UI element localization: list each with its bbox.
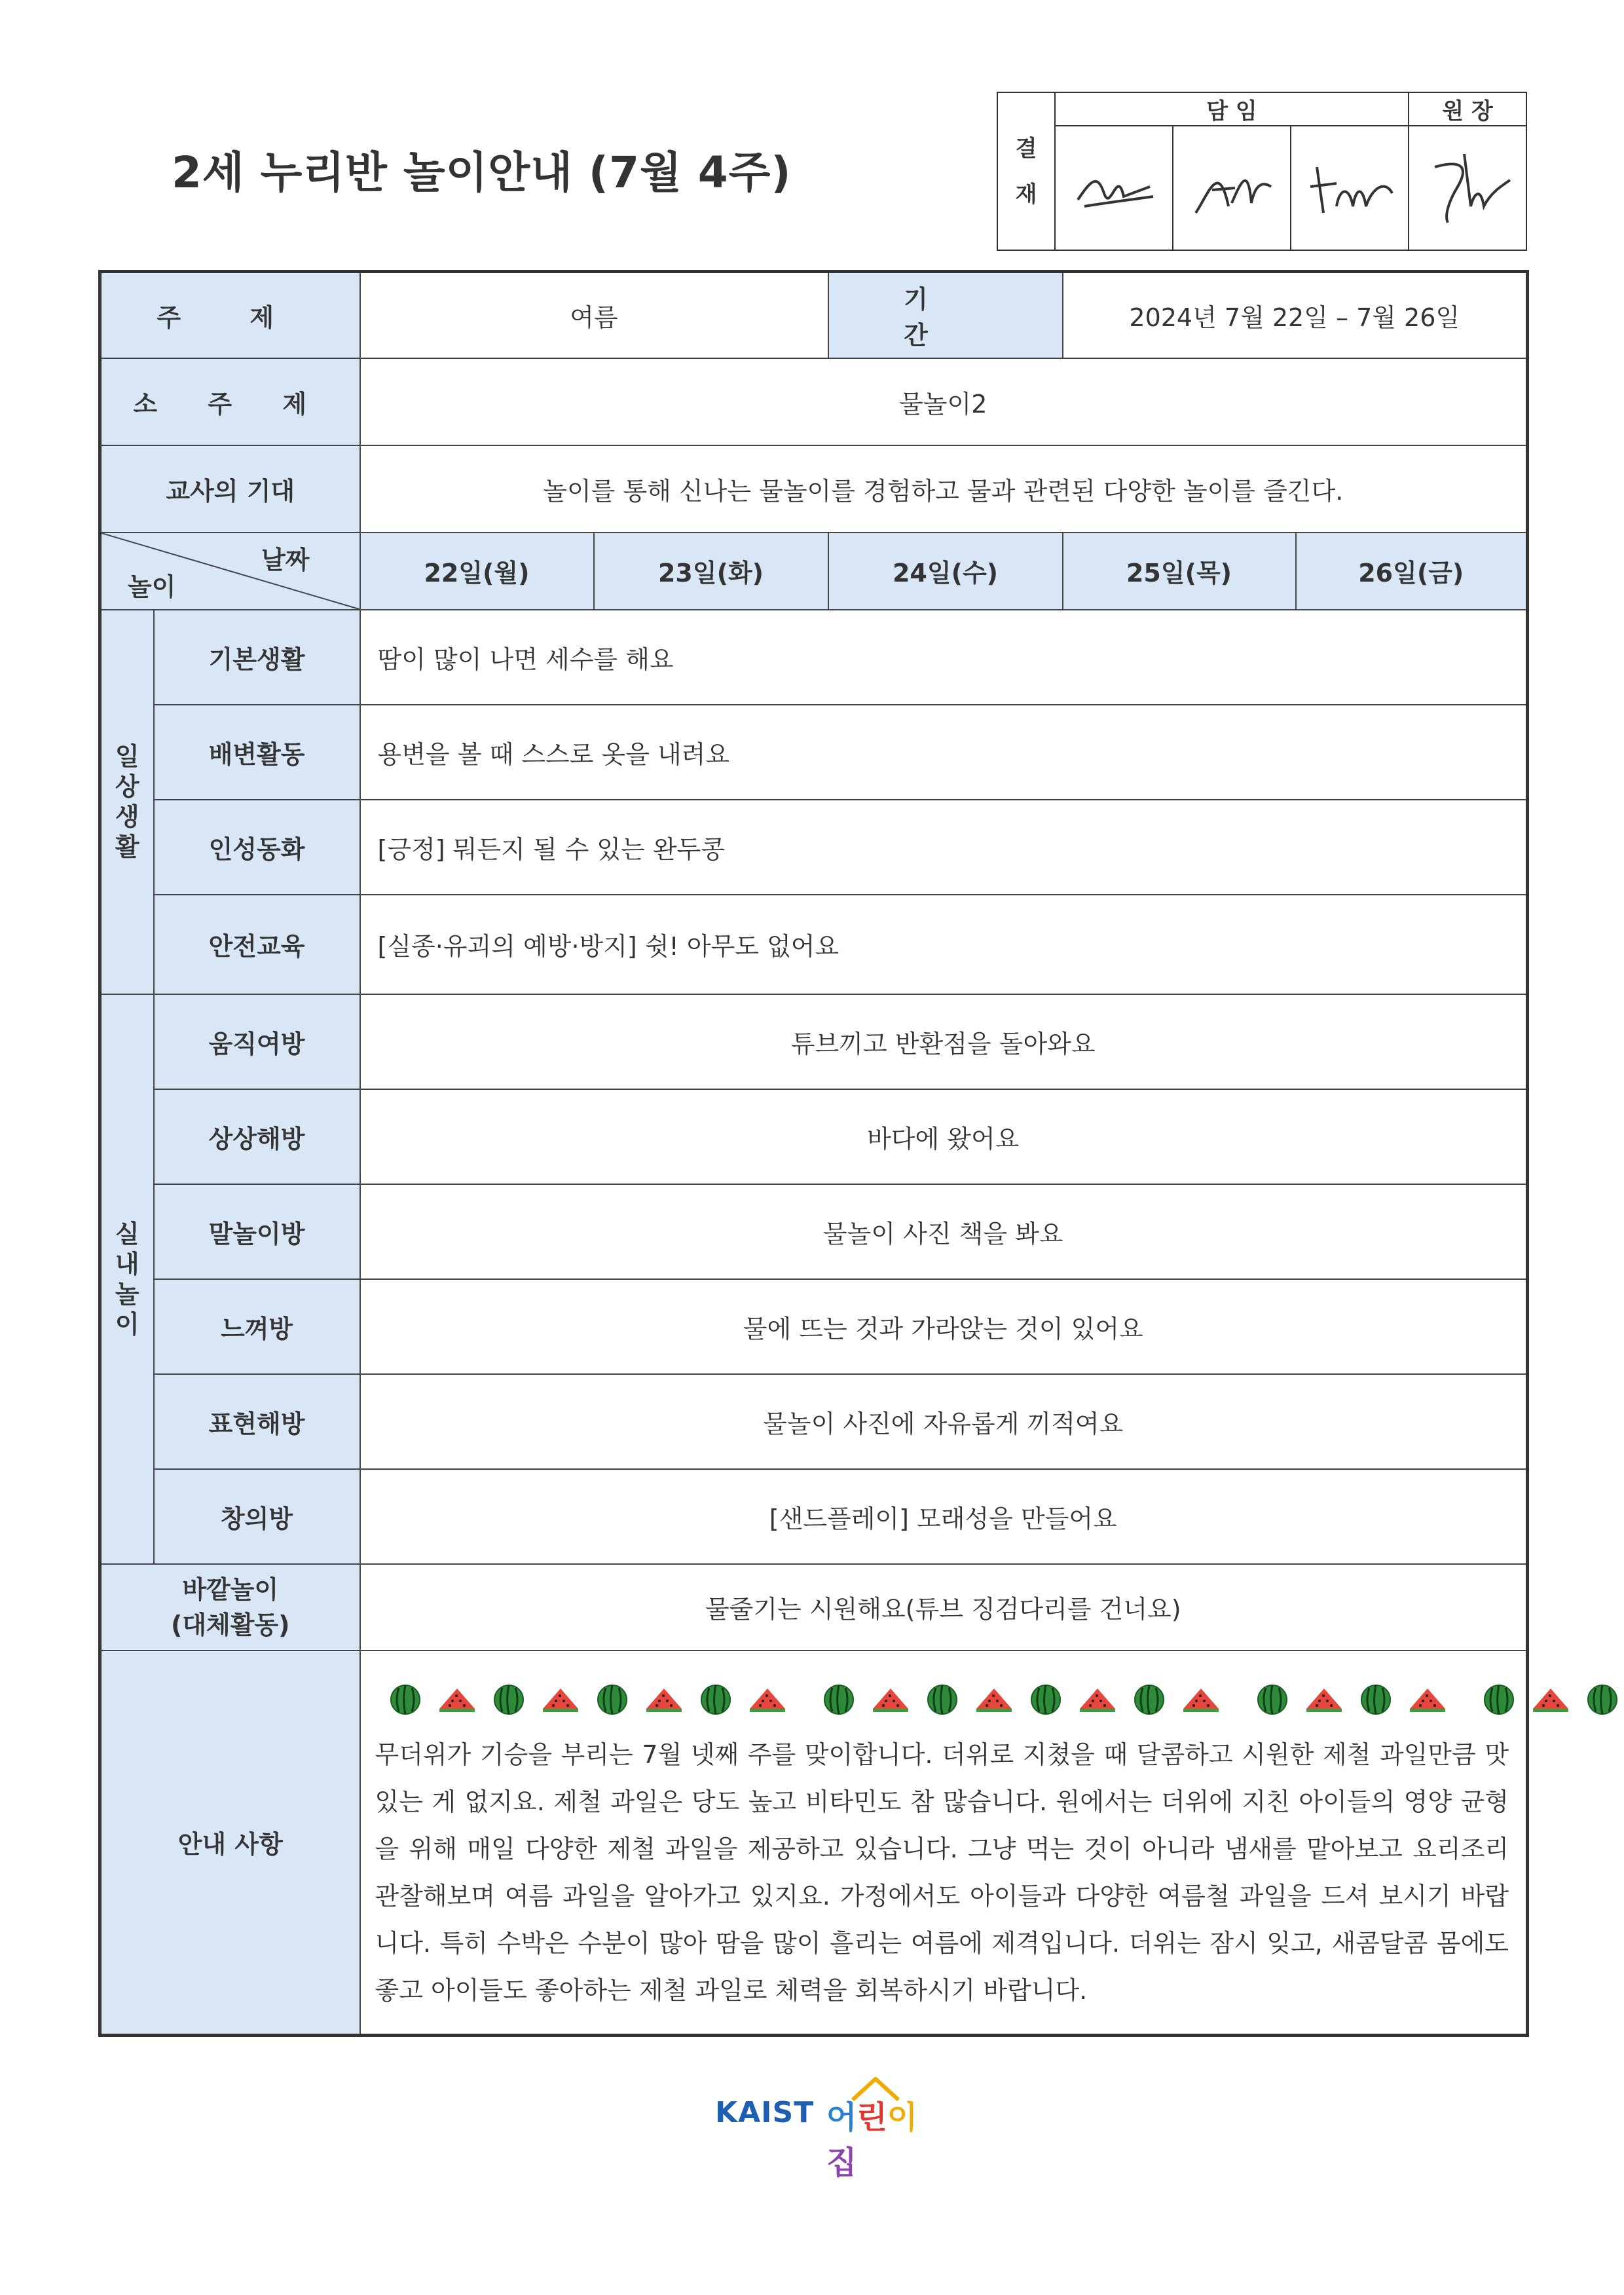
theme-label-text: 주 제 (157, 303, 304, 332)
period-value: 2024년 7월 22일 – 7월 26일 (1063, 272, 1528, 358)
daily-item-value: 용변을 볼 때 스스로 옷을 내려요 (360, 705, 1528, 800)
period-label-text: 기 간 (904, 285, 987, 350)
watermelon-group (823, 1684, 1220, 1715)
watermelon-icon (927, 1684, 958, 1715)
indoor-item-label: 말놀이방 (154, 1184, 360, 1279)
day-header: 24일(수) (828, 532, 1063, 610)
watermelon-icon (390, 1684, 421, 1715)
daily-life-group-label (100, 610, 154, 994)
approval-side-label (997, 92, 1055, 250)
approval-side-text: 결 재 (1015, 135, 1037, 208)
theme-label (100, 272, 360, 358)
outdoor-label-line1: 바깥놀이 (182, 1575, 279, 1604)
date-label: 날짜 (261, 545, 310, 574)
watermelon-slice-icon (1079, 1687, 1116, 1713)
daily-row (100, 610, 1528, 705)
subtheme-label (100, 358, 360, 445)
watermelon-icon (823, 1684, 855, 1715)
logo-kid-char: 집 (826, 2144, 857, 2181)
notice-text: 무더위가 기승을 부리는 7월 넷째 주를 맞이합니다. 더위로 지쳤을 때 달콤하고 시원한 제철 과일만큼 맛있는 게 없지요. 제철 과일은 당도 높고 비타민도 참 많습니다. 원에서는 더위에 지친 아이들의 영양 균형을 위해 매일 다양한 제철 과일을 제공하고 있습니다. 그냥 먹는 것이 아니라 냄새를 맡아보고 요리조리 관찰해보며 여름 과일을 알아가고 있지요. 가정에서도 아이들과 다양한 여름철 과일을 드셔 보시기 바랍니다. 특히 수박은 수분이 많아 땀을 많이 흘리는 여름에 제격입니다. 더위는 잠시 잊고, 새콤달콤 몸에도 좋고 아이들도 좋아하는 제철 과일로 체력을 회복하시기 바랍니다. (375, 1740, 1509, 2005)
daily-life-group-text: 일 상 생 활 (115, 742, 139, 861)
daily-item-label: 안전교육 (154, 895, 360, 994)
indoor-item-label: 느껴방 (154, 1279, 360, 1374)
indoor-item-label: 상상해방 (154, 1089, 360, 1184)
indoor-item-label: 표현해방 (154, 1374, 360, 1469)
watermelon-group (1483, 1684, 1624, 1715)
daily-row (100, 895, 1528, 994)
watermelon-group (390, 1684, 786, 1715)
outdoor-row (100, 1564, 1528, 1651)
subtheme-value: 물놀이2 (360, 358, 1528, 445)
watermelon-icon (1134, 1684, 1165, 1715)
watermelon-group (1257, 1684, 1447, 1715)
day-header: 25일(목) (1063, 532, 1296, 610)
signature-3 (1291, 126, 1409, 250)
watermelon-icon (493, 1684, 525, 1715)
indoor-item-value: 물놀이 사진에 자유롭게 끼적여요 (360, 1374, 1528, 1469)
indoor-item-label: 움직여방 (154, 994, 360, 1089)
watermelon-icon (1360, 1684, 1392, 1715)
day-header: 23일(화) (594, 532, 828, 610)
period-label (828, 272, 1063, 358)
play-label: 놀이 (128, 572, 176, 601)
watermelon-slice-icon (645, 1687, 683, 1713)
notice-label: 안내 사항 (100, 1651, 360, 2036)
date-play-header (100, 532, 360, 610)
watermelon-icon (597, 1684, 628, 1715)
subtheme-label-text: 소 주 제 (133, 389, 328, 419)
theme-value: 여름 (360, 272, 828, 358)
expectation-value: 놀이를 통해 신나는 물놀이를 경험하고 물과 관련된 다양한 놀이를 즐긴다. (360, 445, 1528, 532)
outdoor-value: 물줄기는 시원해요(튜브 징검다리를 건너요) (360, 1564, 1528, 1651)
plan-table (98, 270, 1529, 2037)
logo-kid-char: 린 (857, 2099, 887, 2136)
logo-kid (826, 2092, 925, 2182)
daily-item-label: 인성동화 (154, 800, 360, 895)
indoor-row (100, 1469, 1528, 1564)
page-title: 2세 누리반 놀이안내 (7월 4주) (172, 147, 792, 198)
signature-3-icon (1301, 141, 1399, 233)
notice-cell (360, 1651, 1528, 2036)
indoor-play-group-text: 실 내 놀 이 (115, 1219, 139, 1339)
day-header: 26일(금) (1296, 532, 1528, 610)
watermelon-slice-icon (1182, 1687, 1220, 1713)
watermelon-slice-icon (1409, 1687, 1447, 1713)
indoor-item-value: 바다에 왔어요 (360, 1089, 1528, 1184)
watermelon-icon (1030, 1684, 1061, 1715)
logo-kid-char: 어 (826, 2099, 857, 2136)
signature-2-icon (1183, 141, 1281, 233)
day-header-row (100, 532, 1528, 610)
daily-item-value: 땀이 많이 나면 세수를 해요 (360, 610, 1528, 705)
indoor-row (100, 1184, 1528, 1279)
watermelon-slice-icon (542, 1687, 580, 1713)
signature-2 (1173, 126, 1291, 250)
daily-row (100, 705, 1528, 800)
watermelon-slice-icon (748, 1687, 786, 1713)
watermelon-icon (1257, 1684, 1288, 1715)
indoor-row (100, 1374, 1528, 1469)
watermelon-icon (1587, 1684, 1618, 1715)
indoor-row (100, 1279, 1528, 1374)
watermelon-slice-icon (1532, 1687, 1570, 1713)
indoor-play-group-label (100, 994, 154, 1564)
approval-box (997, 92, 1527, 251)
watermelon-slice-icon (1305, 1687, 1343, 1713)
logo-kid-char: 이 (887, 2099, 918, 2136)
watermelon-decoration (390, 1684, 1509, 1715)
signature-4-icon (1418, 141, 1517, 233)
logo-brand: KAIST (715, 2096, 815, 2129)
theme-row (100, 272, 1528, 358)
outdoor-label-line2: (대체활동) (170, 1610, 290, 1639)
indoor-item-value: [샌드플레이] 모래성을 만들어요 (360, 1469, 1528, 1564)
signature-1 (1055, 126, 1173, 250)
signature-4 (1409, 126, 1526, 250)
signature-1-icon (1065, 141, 1163, 233)
indoor-item-value: 튜브끼고 반환점을 돌아와요 (360, 994, 1528, 1089)
director-label: 원 장 (1409, 92, 1526, 126)
watermelon-icon (1483, 1684, 1515, 1715)
daily-item-value: [실종·유괴의 예방·방지] 쉿! 아무도 없어요 (360, 895, 1528, 994)
indoor-item-value: 물놀이 사진 책을 봐요 (360, 1184, 1528, 1279)
teacher-label: 담 임 (1055, 92, 1409, 126)
expectation-label: 교사의 기대 (100, 445, 360, 532)
watermelon-icon (700, 1684, 731, 1715)
subtheme-row (100, 358, 1528, 445)
daily-item-label: 배변활동 (154, 705, 360, 800)
watermelon-slice-icon (975, 1687, 1013, 1713)
indoor-row (100, 1089, 1528, 1184)
watermelon-slice-icon (438, 1687, 476, 1713)
expectation-row (100, 445, 1528, 532)
daily-item-label: 기본생활 (154, 610, 360, 705)
kaist-kindergarten-logo (715, 2075, 925, 2181)
indoor-item-value: 물에 뜨는 것과 가라앉는 것이 있어요 (360, 1279, 1528, 1374)
watermelon-slice-icon (872, 1687, 910, 1713)
indoor-item-label: 창의방 (154, 1469, 360, 1564)
daily-item-value: [긍정] 뭐든지 될 수 있는 완두콩 (360, 800, 1528, 895)
notice-row (100, 1651, 1528, 2036)
indoor-row (100, 994, 1528, 1089)
day-header: 22일(월) (360, 532, 594, 610)
outdoor-label (100, 1564, 360, 1651)
daily-row (100, 800, 1528, 895)
